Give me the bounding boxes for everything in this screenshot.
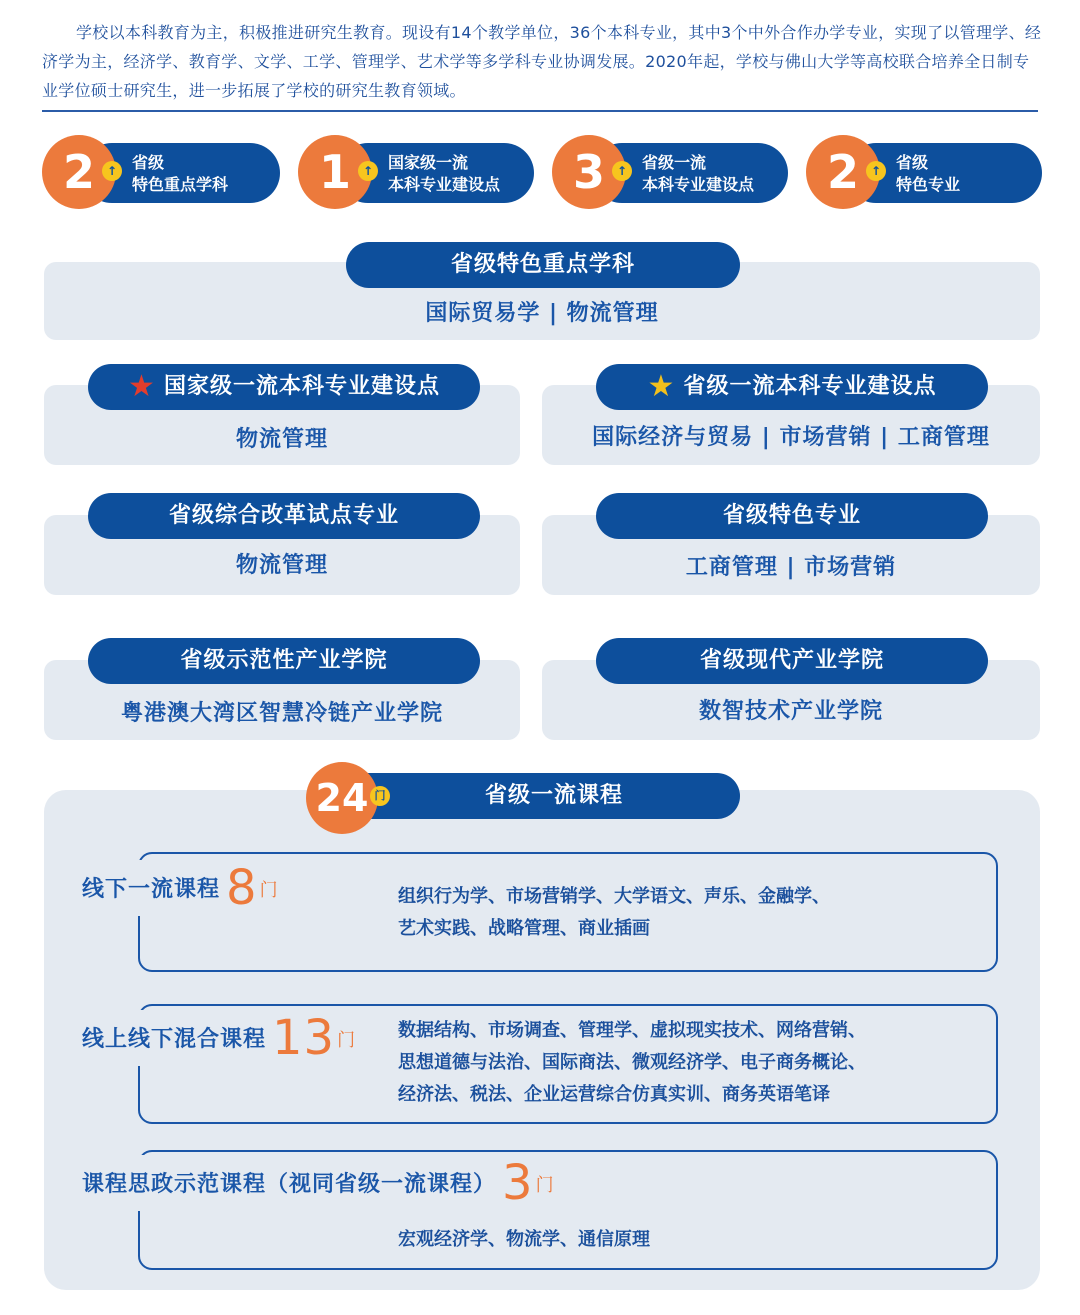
- group-name: 课程思政示范课程（视同省级一流课程）: [82, 1172, 497, 1197]
- stat-number: 2: [42, 135, 116, 209]
- divider: [42, 110, 1038, 112]
- stat-provincial-first-class: [552, 135, 788, 209]
- demo-industry-college-title: 省级示范性产业学院: [88, 638, 480, 684]
- stat-label: 省级 特色重点学科: [132, 153, 229, 194]
- course-line: 组织行为学、市场营销学、大学语文、声乐、金融学、: [398, 886, 830, 907]
- modern-industry-college-body: 数智技术产业学院: [698, 699, 883, 724]
- unit-icon: 门: [370, 786, 390, 806]
- modern-industry-college-title: 省级现代产业学院: [596, 638, 988, 684]
- courses-total: 24: [306, 762, 378, 834]
- arrow-up-icon: ↑: [102, 161, 122, 181]
- course-line: 艺术实践、战略管理、商业插画: [398, 918, 650, 939]
- featured-major-title: 省级特色专业: [596, 493, 988, 539]
- arrow-up-icon: ↑: [612, 161, 632, 181]
- stat-label: 省级一流 本科专业建设点: [642, 153, 755, 194]
- group-count: 13: [272, 1010, 336, 1066]
- offline-course-list: [398, 881, 830, 945]
- stat-national-first-class: [298, 135, 534, 209]
- key-discipline-body: 国际贸易学 | 物流管理: [425, 301, 659, 326]
- stat-label: 省级 特色专业: [896, 153, 961, 194]
- provincial-first-class-title: 省级一流本科专业建设点: [683, 374, 937, 399]
- group-name: 线下一流课程: [82, 877, 221, 902]
- stat-number: 1: [298, 135, 372, 209]
- courses-title: 省级一流课程: [338, 773, 740, 819]
- national-first-class-body: 物流管理: [235, 427, 328, 452]
- reform-pilot-title: 省级综合改革试点专业: [88, 493, 480, 539]
- arrow-up-icon: ↑: [866, 161, 886, 181]
- featured-major-body: 工商管理 | 市场营销: [685, 555, 897, 580]
- national-first-class-title-pill: [88, 364, 480, 410]
- group-count: 8: [226, 860, 258, 916]
- intro-paragraph: 学校以本科教育为主，积极推进研究生教育。现设有14个教学单位，36个本科专业，其中3个中外合作办学专业，实现了以管理学、经济学为主，经济学、教育学、文学、工学、管理学、艺术学等多学科专业协调发展。2020年起，学校与佛山大学等高校联合培养全日制专业学位硕士研究生，进一步拓展了学校的研究生教育领域。: [42, 23, 1042, 100]
- national-first-class-title: 国家级一流本科专业建设点: [163, 374, 440, 399]
- reform-pilot-body: 物流管理: [235, 553, 328, 578]
- offline-course-heading: [82, 860, 285, 916]
- provincial-first-class-body: 国际经济与贸易 | 市场营销 | 工商管理: [592, 425, 990, 450]
- group-unit: 门: [337, 1030, 357, 1051]
- stat-label: 国家级一流 本科专业建设点: [388, 153, 501, 194]
- group-unit: 门: [535, 1175, 555, 1196]
- course-line: 宏观经济学、物流学、通信原理: [398, 1229, 650, 1250]
- stat-number: 2: [806, 135, 880, 209]
- group-name: 线上线下混合课程: [82, 1027, 267, 1052]
- ideological-course-heading: [82, 1155, 561, 1211]
- course-line: 思想道德与法治、国际商法、微观经济学、电子商务概论、: [398, 1052, 866, 1073]
- ideological-course-list: [398, 1224, 650, 1256]
- group-unit: 门: [259, 880, 279, 901]
- stat-key-discipline: [42, 135, 280, 209]
- stat-number: 3: [552, 135, 626, 209]
- stat-featured-major: [806, 135, 1042, 209]
- arrow-up-icon: ↑: [358, 161, 378, 181]
- key-discipline-title: 省级特色重点学科: [346, 242, 740, 288]
- provincial-first-class-title-pill: [596, 364, 988, 410]
- group-count: 3: [502, 1155, 534, 1211]
- gold-star-icon: ★: [647, 369, 676, 404]
- demo-industry-college-body: 粤港澳大湾区智慧冷链产业学院: [120, 701, 443, 726]
- course-line: 经济法、税法、企业运营综合仿真实训、商务英语笔译: [398, 1084, 830, 1105]
- blended-course-list: [398, 1015, 866, 1111]
- red-star-icon: ★: [128, 369, 156, 404]
- course-line: 数据结构、市场调查、管理学、虚拟现实技术、网络营销、: [398, 1020, 866, 1041]
- blended-course-heading: [82, 1010, 362, 1066]
